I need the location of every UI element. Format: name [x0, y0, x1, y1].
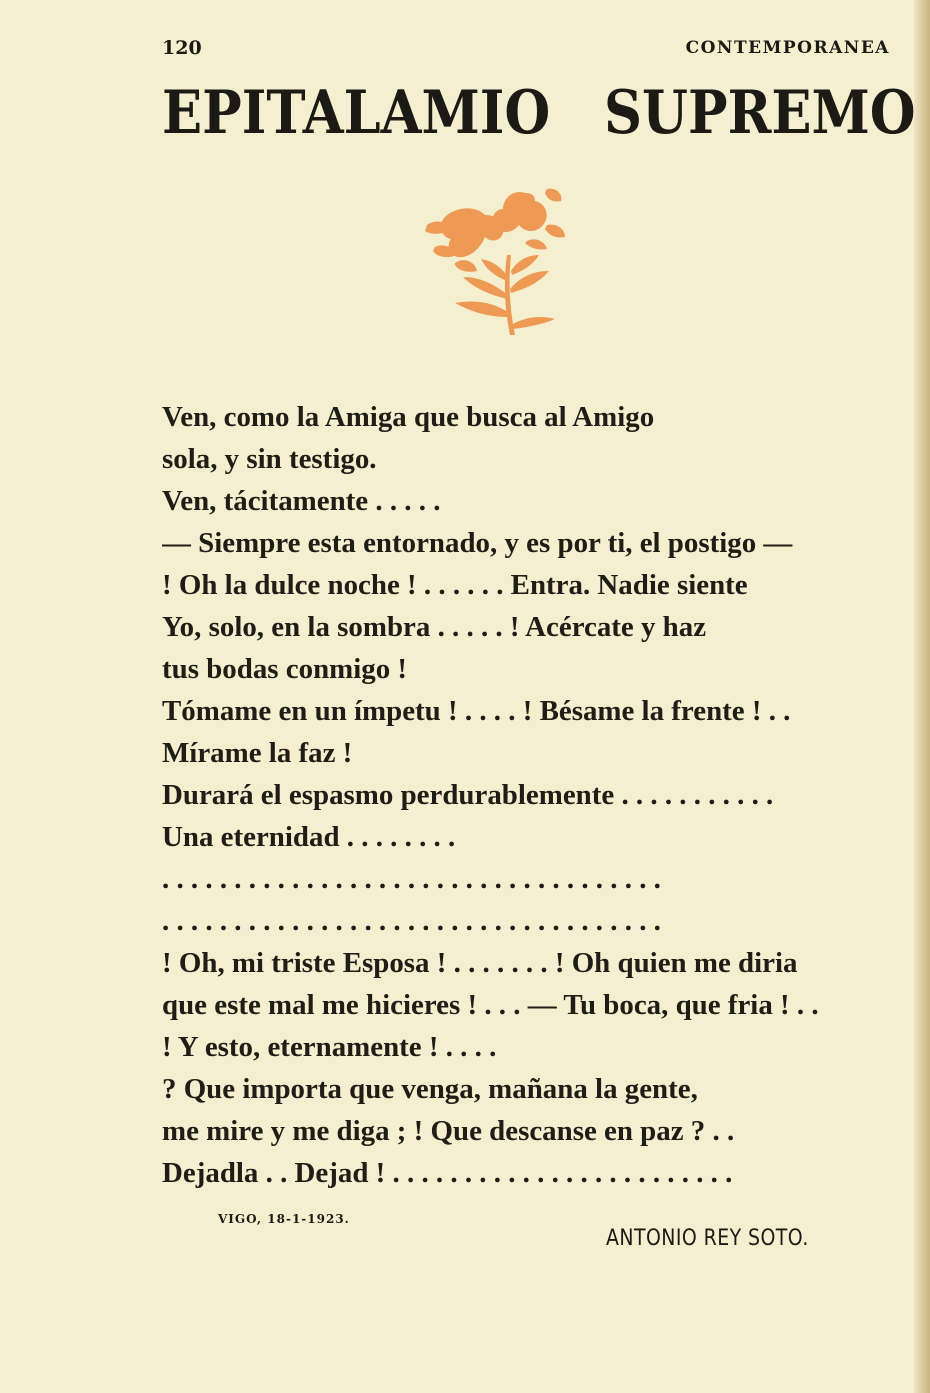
running-head: [162, 34, 890, 62]
poem-line: que este mal me hicieres ! . . . — Tu boca, que fria ! . .: [162, 989, 819, 1021]
ellipsis-line: . . . . . . . . . . . . . . . . . . . . . . . . . . . . . . . . . . .: [162, 905, 661, 937]
poem-line: Mírame la faz !: [162, 737, 353, 769]
poem-line: Ven, como la Amiga que busca al Amigo: [162, 401, 655, 433]
poem-line: Durará el espasmo perdurablemente . . . . . . . . . . .: [162, 779, 774, 811]
poem-line: — Siempre esta entornado, y es por ti, el postigo —: [162, 527, 793, 559]
flower-sprig-icon: [415, 185, 575, 345]
poem-line: sola, y sin testigo.: [162, 443, 377, 475]
page-number: 120: [162, 37, 202, 59]
page-edge: [914, 0, 930, 1393]
poem-line: ! Oh la dulce noche ! . . . . . . Entra. Nadie siente: [162, 569, 748, 601]
poem-line: Dejadla . . Dejad ! . . . . . . . . . . . . . . . . . . . . . . . .: [162, 1157, 733, 1189]
poem-body: [162, 396, 892, 1194]
poem-line: ! Oh, mi triste Esposa ! . . . . . . . ! Oh quien me diria: [162, 947, 798, 979]
ellipsis-line: . . . . . . . . . . . . . . . . . . . . . . . . . . . . . . . . . . .: [162, 863, 661, 895]
poem-line: ? Que importa que venga, mañana la gente,: [162, 1073, 698, 1105]
place-date: VIGO, 18-1-1923.: [218, 1212, 350, 1226]
poem-title: [162, 78, 917, 148]
poem-line: ! Y esto, eternamente ! . . . .: [162, 1031, 497, 1063]
poem-line: me mire y me diga ; ! Que descanse en paz ? . .: [162, 1115, 735, 1147]
poem-line: Una eternidad . . . . . . . .: [162, 821, 456, 853]
poem-line: tus bodas conmigo !: [162, 653, 408, 685]
poem-line: Yo, solo, en la sombra . . . . . ! Acércate y haz: [162, 611, 707, 643]
poem-line: Tómame en un ímpetu ! . . . . ! Bésame la frente ! . .: [162, 695, 791, 727]
title-word-1: EPITALAMIO: [162, 78, 551, 148]
title-word-2: SUPREMO: [604, 78, 917, 148]
poem-line: Ven, tácitamente . . . . .: [162, 485, 441, 517]
journal-name: CONTEMPORANEA: [685, 38, 890, 58]
author-name: ANTONIO REY SOTO.: [606, 1226, 809, 1251]
